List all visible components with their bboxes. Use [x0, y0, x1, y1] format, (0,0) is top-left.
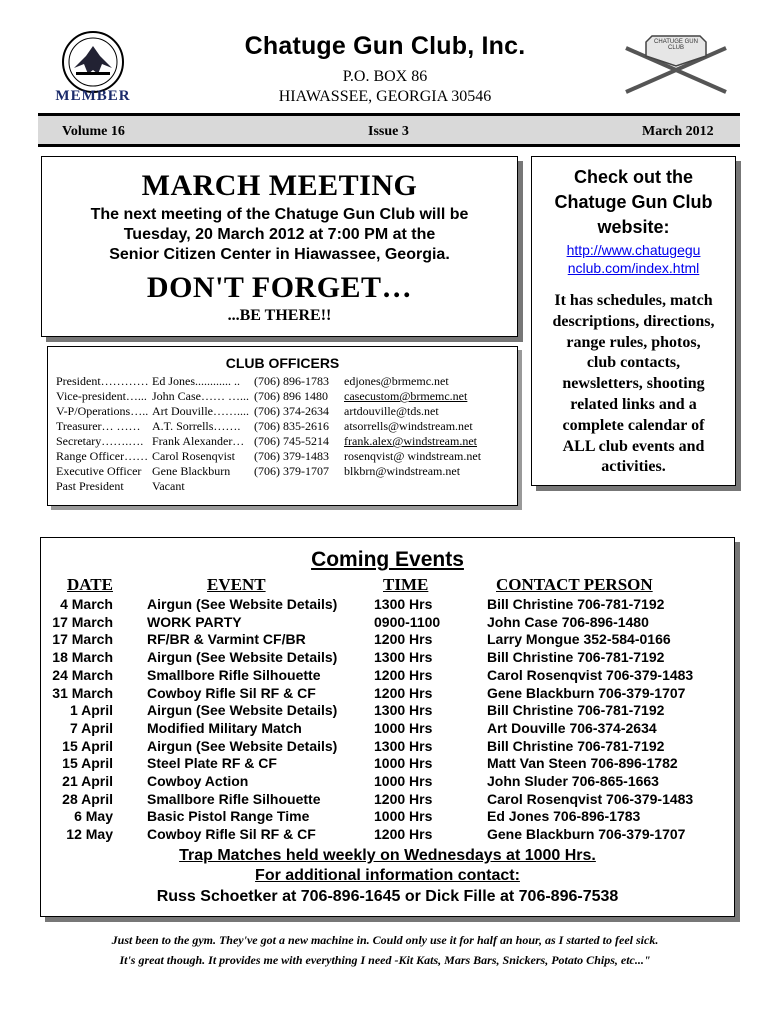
event-date: 4 March [60, 596, 113, 612]
event-contact: Bill Christine 706-781-7192 [487, 649, 665, 666]
event-date: 17 March [52, 613, 113, 630]
issue-banner [38, 113, 740, 147]
event-date: 17 March [52, 631, 113, 648]
event-date: 6 May [74, 808, 113, 825]
officer-phone: (706) 745-5214 [254, 434, 329, 448]
volume-label: Volume 16 [62, 124, 125, 139]
event-contact: Carol Rosenqvist 706-379-1483 [487, 790, 694, 807]
officer-row [56, 479, 481, 494]
footer-line-1: Just been to the gym. They've got a new machine in. Could only use it for half an hour, as I started to feel sick. [111, 933, 659, 947]
event-contact: Matt Van Steen 706-896-1782 [487, 755, 678, 772]
officer-row [56, 404, 481, 419]
event-date: 1 April [69, 702, 113, 719]
officer-email[interactable]: atsorrells@windstream.net [344, 419, 473, 433]
be-there: ...BE THERE!! [227, 307, 332, 324]
officer-role: Secretary…….…. [56, 434, 144, 448]
officer-name: Gene Blackburn [152, 464, 231, 478]
officer-email[interactable]: rosenqvist@ windstream.net [344, 449, 482, 463]
event-date: 7 April [69, 719, 113, 736]
event-name: Airgun (See Website Details) [147, 649, 338, 666]
officer-email[interactable]: frank.alex@windstream.net [344, 434, 478, 448]
officer-row [56, 434, 481, 449]
col-time-header: TIME [383, 575, 429, 594]
officer-row [56, 389, 481, 404]
event-name: Cowboy Action [147, 773, 249, 789]
event-time: 1200 Hrs [374, 826, 433, 843]
website-desc-3: range rules, photos, [566, 333, 701, 351]
event-name: Cowboy Rifle Sil RF & CF [147, 826, 316, 843]
club-name-title: Chatuge Gun Club, Inc. [244, 32, 526, 60]
officer-name: Art Douville…….... [152, 404, 249, 418]
officer-row [56, 464, 481, 479]
officer-name: Carol Rosenqvist [152, 449, 235, 463]
events-table [41, 596, 734, 850]
event-contact: Larry Mongue 352-584-0166 [487, 631, 671, 648]
website-desc-8: ALL club events and [562, 437, 705, 455]
event-name: WORK PARTY [147, 613, 242, 630]
event-contact: John Sluder 706-865-1663 [487, 773, 659, 789]
officer-phone: (706) 896 1480 [254, 389, 328, 403]
info-label: For additional information contact: [255, 867, 520, 884]
event-name: Airgun (See Website Details) [147, 596, 338, 612]
website-desc-7: complete calendar of [562, 416, 705, 434]
website-link[interactable] [532, 241, 735, 277]
issue-label: Issue 3 [368, 124, 409, 139]
trap-note: Trap Matches held weekly on Wednesdays at 1000 Hrs. [179, 847, 596, 864]
event-name: Airgun (See Website Details) [147, 702, 338, 719]
website-box [531, 156, 736, 486]
officer-name: Frank Alexander… [152, 434, 245, 448]
dont-forget: DON'T FORGET… [146, 271, 413, 304]
officer-role: Vice-president…... [56, 389, 147, 403]
event-name: Smallbore Rifle Silhouette [147, 790, 321, 807]
col-event-header: EVENT [207, 575, 266, 594]
event-contact: Art Douville 706-374-2634 [487, 719, 657, 736]
officer-row [56, 374, 481, 389]
officer-email[interactable]: edjones@brmemc.net [344, 374, 449, 388]
officer-role: Executive Officer [56, 464, 142, 478]
website-url-line-1: http://www.chatugegu [566, 242, 701, 258]
event-contact: Ed Jones 706-896-1783 [487, 808, 641, 825]
meeting-title: MARCH MEETING [141, 169, 418, 202]
officer-phone: (706) 379-1483 [254, 449, 329, 463]
po-box: P.O. BOX 86 [342, 68, 428, 85]
event-name: Modified Military Match [147, 719, 302, 736]
website-desc-9: activities. [601, 458, 666, 476]
event-time: 1300 Hrs [374, 702, 433, 719]
event-name: Basic Pistol Range Time [147, 808, 310, 825]
event-contact: Gene Blackburn 706-379-1707 [487, 826, 686, 843]
meeting-line-2: Tuesday, 20 March 2012 at 7:00 PM at the [123, 226, 436, 243]
event-contact: Carol Rosenqvist 706-379-1483 [487, 666, 694, 683]
event-time: 1000 Hrs [374, 755, 433, 772]
event-time: 1200 Hrs [374, 684, 433, 701]
city-address: HIAWASSEE, GEORGIA 30546 [278, 88, 492, 105]
event-name: Steel Plate RF & CF [147, 755, 277, 772]
info-contacts: Russ Schoetker at 706-896-1645 or Dick Fille at 706-896-7538 [156, 888, 619, 905]
event-date: 24 March [52, 666, 113, 683]
event-date: 18 March [52, 649, 113, 666]
event-time: 0900-1100 [374, 613, 441, 630]
website-desc-4: club contacts, [586, 354, 681, 372]
coming-events-title: Coming Events [311, 548, 464, 571]
meeting-line-1: The next meeting of the Chatuge Gun Club will be [90, 206, 469, 223]
event-contact: Bill Christine 706-781-7192 [487, 702, 665, 719]
event-date: 28 April [62, 790, 113, 807]
event-date: 15 April [62, 737, 113, 754]
officers-box [47, 346, 518, 506]
website-desc-1: It has schedules, match [554, 292, 713, 309]
date-label: March 2012 [642, 124, 714, 139]
officer-role: President………… [56, 374, 149, 388]
event-name: Airgun (See Website Details) [147, 737, 338, 754]
officer-row [56, 419, 481, 434]
club-logo-text: CHATUGE GUN CLUB [654, 39, 698, 51]
event-date: 21 April [62, 773, 113, 789]
event-time: 1300 Hrs [374, 737, 433, 754]
footer-line-2: It's great though. It provides me with everything I need -Kit Kats, Mars Bars, Snickers, Potato Chips, etc..." [119, 953, 651, 967]
col-contact-header: CONTACT PERSON [496, 575, 653, 594]
event-time: 1000 Hrs [374, 808, 433, 825]
officer-name: Vacant [152, 479, 185, 493]
officer-email[interactable]: artdouville@tds.net [344, 404, 439, 418]
officer-phone: (706) 835-2616 [254, 419, 329, 433]
event-time: 1200 Hrs [374, 790, 433, 807]
officers-title: CLUB OFFICERS [225, 355, 340, 371]
website-desc-6: related links and a [570, 395, 697, 413]
event-time: 1200 Hrs [374, 631, 433, 648]
website-url-line-2: nclub.com/index.html [567, 260, 700, 276]
website-heading-2: Chatuge Gun Club [554, 192, 713, 212]
event-date: 31 March [52, 684, 113, 701]
event-date: 12 May [66, 826, 113, 843]
officer-email[interactable]: casecustom@brmemc.net [344, 389, 468, 403]
member-label: MEMBER [55, 88, 131, 104]
officer-email[interactable] [344, 479, 481, 494]
officer-phone: (706) 379-1707 [254, 464, 329, 478]
coming-events-box [40, 537, 735, 917]
officer-phone: (706) 896-1783 [254, 374, 329, 388]
event-contact: Bill Christine 706-781-7192 [487, 737, 665, 754]
event-time: 1300 Hrs [374, 596, 433, 612]
officer-role: Range Officer…… [56, 449, 149, 463]
event-name: Cowboy Rifle Sil RF & CF [147, 684, 316, 701]
event-contact: Bill Christine 706-781-7192 [487, 596, 665, 612]
event-name: Smallbore Rifle Silhouette [147, 666, 321, 683]
col-date-header: DATE [67, 575, 113, 594]
website-desc-5: newsletters, shooting [562, 375, 705, 393]
officer-name: John Case…… …... [152, 389, 249, 403]
event-time: 1000 Hrs [374, 719, 433, 736]
event-time: 1300 Hrs [374, 649, 433, 666]
website-heading-1: Check out the [573, 167, 693, 187]
officer-email[interactable]: blkbrn@windstream.net [344, 464, 461, 478]
officer-name: A.T. Sorrells……. [152, 419, 241, 433]
website-desc-2: descriptions, directions, [552, 312, 715, 330]
officer-role: Past President [56, 479, 124, 493]
officer-name: Ed Jones............ .. [152, 374, 240, 388]
event-time: 1200 Hrs [374, 666, 433, 683]
officer-phone [254, 479, 344, 494]
website-description [532, 291, 735, 478]
event-date: 15 April [62, 755, 113, 772]
meeting-line-3: Senior Citizen Center in Hiawassee, Georgia. [109, 246, 450, 263]
officer-role: Treasurer… …… [56, 419, 141, 433]
website-heading-3: website: [597, 217, 670, 237]
officer-role: V-P/Operations….. [56, 404, 149, 418]
event-name: RF/BR & Varmint CF/BR [147, 631, 306, 648]
officer-phone: (706) 374-2634 [254, 404, 329, 418]
officer-row [56, 449, 481, 464]
event-contact: John Case 706-896-1480 [487, 613, 649, 630]
event-time: 1000 Hrs [374, 773, 433, 789]
meeting-box [41, 156, 518, 337]
officers-table [56, 374, 481, 494]
event-contact: Gene Blackburn 706-379-1707 [487, 684, 686, 701]
